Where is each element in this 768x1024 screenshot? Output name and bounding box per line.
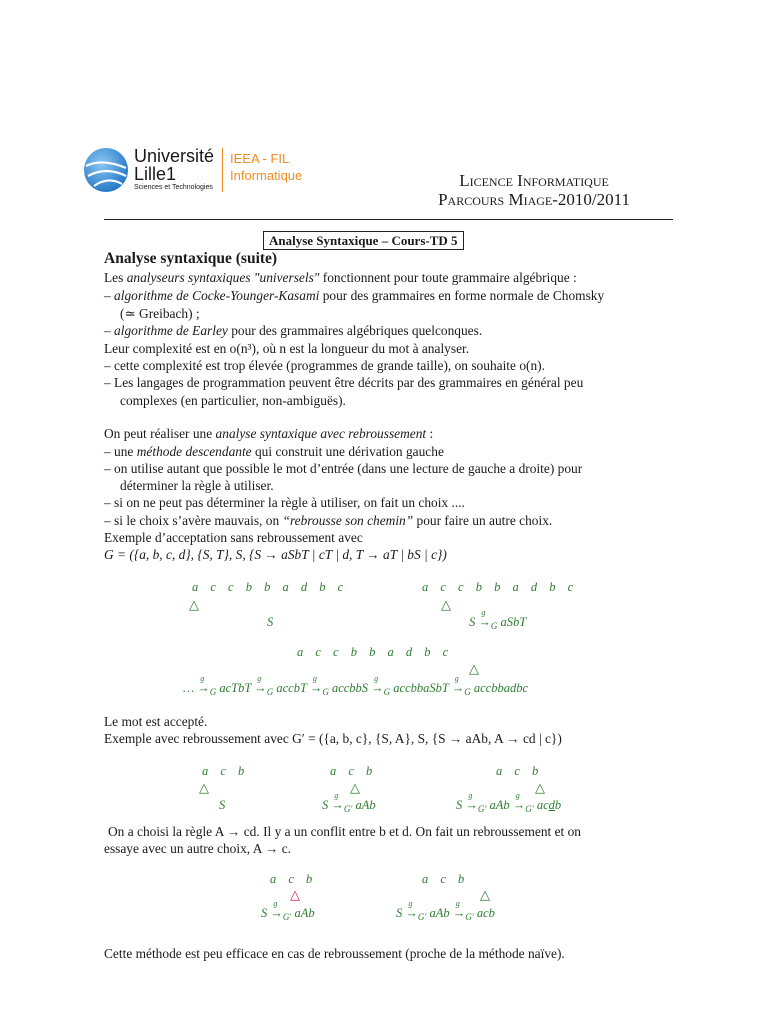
arrow-sub: G′ — [525, 804, 534, 814]
header-line2: Parcours Miage-2010/2011 — [438, 190, 630, 209]
derivation-arrow: → g — [309, 674, 323, 695]
arrow-label: g — [455, 899, 460, 908]
text-italic: méthode descendante — [136, 444, 252, 459]
ex2-word-2: a c b — [330, 764, 373, 778]
sentential-form: aAb — [429, 906, 450, 920]
sentential-form: accbT — [276, 681, 307, 695]
ex1-word-1: a c c b b a d b c — [192, 580, 344, 594]
p1-line5: Leur complexité est en o(n³), où n est la longueur du mot à analyser. — [104, 341, 470, 356]
logo-lille: Lille1 — [134, 164, 177, 184]
sentential-form: aAb — [355, 798, 376, 812]
symbol: S — [261, 906, 268, 920]
derivation-arrow: → g — [465, 791, 478, 812]
text: pour des grammaires algébriques quelconques. — [227, 323, 483, 338]
ex2-pointer-2: △ — [350, 780, 360, 795]
logo-sciences: Sciences et Technologies — [134, 184, 213, 191]
ex3-word-2: a c b — [422, 872, 465, 886]
sentential-form: acb — [476, 906, 495, 920]
ex2-derivation-2 — [322, 791, 376, 814]
logo-ieea: IEEA - FIL — [230, 151, 290, 166]
ex2-intro: Exemple avec rebroussement avec G′ = ({a, b, c}, {S, A}, S, {S → aAb, A → cd | c}) — [104, 731, 562, 746]
p2-line7: Exemple d’acceptation sans rebroussement avec — [104, 530, 363, 545]
ex2-pointer-3: △ — [535, 780, 545, 795]
p1-line3: (≃ Greibach) ; — [120, 306, 200, 321]
derivation-arrow: → g — [331, 791, 344, 812]
text: – — [104, 323, 115, 338]
text: – une — [104, 444, 137, 459]
p2-line5: – si on ne peut pas déterminer la règle à utiliser, on fait un choix .... — [104, 495, 465, 510]
arrow-sub: G′ — [477, 804, 487, 814]
ex2-derivation-3 — [456, 791, 562, 814]
sentential-form: accbbaSbT — [393, 681, 449, 695]
ex3-pointer-2: △ — [480, 887, 490, 902]
derivation-arrow: → g — [451, 674, 465, 695]
text: pour faire un autre choix. — [413, 513, 553, 528]
sentential-form: accbbS — [331, 681, 369, 695]
arrow-label: g — [200, 674, 205, 683]
text: ac — [536, 798, 549, 812]
ex1-derivation-2 — [469, 608, 527, 631]
sentential-form: aSbT — [500, 615, 527, 629]
p2-line1 — [104, 425, 433, 443]
ex2-word-1: a c b — [202, 764, 245, 778]
arrow-label: g — [481, 608, 486, 617]
ex1-word-3: a c c b b a d b c — [297, 645, 449, 659]
arrow-label: g — [374, 674, 379, 683]
symbol: S — [456, 798, 463, 812]
text-italic: algorithme de Earley — [114, 323, 228, 338]
arrow-sub: G — [383, 687, 391, 697]
header-title — [438, 171, 630, 209]
text: On peut réaliser une — [104, 426, 216, 441]
symbol: S — [396, 906, 403, 920]
arrow-sub: G′ — [343, 804, 353, 814]
derivation-arrow: → g — [270, 899, 283, 920]
derivation-arrow: → g — [197, 674, 210, 695]
ex1-pointer-3: △ — [469, 661, 479, 676]
ex2-word-3: a c b — [496, 764, 539, 778]
p2-line6 — [104, 512, 552, 530]
p2-line3: – on utilise autant que possible le mot d’entrée (dans une lecture de gauche a droite) pour — [104, 461, 583, 476]
arrow-label: g — [454, 674, 459, 683]
text-underlined: d — [548, 798, 555, 812]
arrow-sub: G′ — [465, 912, 474, 922]
text: Les — [104, 270, 127, 285]
p2-line4: déterminer la règle à utiliser. — [120, 478, 274, 493]
sentential-form — [537, 798, 561, 812]
ex2-s-1: S — [219, 798, 226, 812]
text-italic: “rebrousse son chemin” — [282, 513, 414, 528]
ex1-pointer-2: △ — [441, 597, 451, 612]
derivation-arrow: → g — [371, 674, 384, 695]
p1-line1 — [104, 269, 577, 287]
ex1-chain — [183, 674, 529, 697]
ex3-derivation-1 — [261, 899, 315, 922]
derivation-arrow: → g — [452, 899, 466, 920]
ex3-derivation-2 — [396, 899, 495, 922]
sentential-form: aAb — [294, 906, 315, 920]
logo-divider — [222, 148, 223, 192]
arrow-label: g — [515, 791, 520, 800]
arrow-sub: G — [464, 687, 471, 697]
sentential-form: aAb — [489, 798, 510, 812]
text: pour des grammaires en forme normale de Chomsky — [319, 288, 605, 303]
text: – si le choix s’avère mauvais, on — [104, 513, 283, 528]
text: qui construit une dérivation gauche — [251, 444, 444, 459]
ex2-pointer-1: △ — [199, 780, 209, 795]
arrow-label: g — [273, 899, 278, 908]
p2-line2 — [104, 443, 444, 461]
p1-line4 — [104, 322, 482, 340]
symbol: S — [469, 615, 476, 629]
text-italic: analyse syntaxique avec rebroussement — [215, 426, 427, 441]
sentential-form: acTbT — [219, 681, 252, 695]
ex1-pointer-1: △ — [189, 597, 199, 612]
arrow-label: g — [312, 674, 317, 683]
derivation-arrow: → g — [478, 608, 491, 629]
ex3-word-1: a c b — [270, 872, 313, 886]
arrow-sub: G — [209, 687, 217, 697]
arrow-sub: G′ — [417, 912, 427, 922]
ex1-word-2: a c c b b a d b c — [422, 580, 574, 594]
p3-line2: essaye avec un autre choix, A → c. — [104, 841, 292, 856]
logo-globe-icon — [82, 146, 130, 194]
arrow-label: g — [257, 674, 262, 683]
section-title: Analyse syntaxique (suite) — [104, 250, 278, 267]
header-rule — [104, 219, 673, 220]
logo-universite: Université — [134, 146, 215, 166]
arrow-label: g — [408, 899, 413, 908]
p1-line6: – cette complexité est trop élevée (programmes de grande taille), on souhaite o(n). — [104, 358, 545, 373]
sentential-form: accbbadbc — [473, 681, 529, 695]
conclusion-text: Cette méthode est peu efficace en cas de rebroussement (proche de la méthode naïve). — [104, 946, 565, 961]
arrow-sub: G — [490, 621, 498, 631]
course-box: Analyse Syntaxique – Cours-TD 5 — [263, 231, 464, 250]
derivation-arrow: → g — [254, 674, 267, 695]
p1-line7: – Les langages de programmation peuvent être décrits par des grammaires en général peu — [104, 375, 584, 390]
text: – — [104, 288, 115, 303]
university-logo — [82, 146, 322, 198]
ellipsis: … — [183, 681, 195, 695]
text: : — [426, 426, 434, 441]
derivation-arrow: → g — [512, 791, 526, 812]
text: fonctionnent pour toute grammaire algébrique : — [319, 270, 577, 285]
arrow-label: g — [468, 791, 473, 800]
text-italic: analyseurs syntaxiques "universels" — [126, 270, 320, 285]
arrow-sub: G′ — [282, 912, 292, 922]
p2-grammar-g: G = ({a, b, c, d}, {S, T}, S, {S → aSbT | cT | d, T → aT | bS | c}) — [104, 547, 447, 562]
header-line1: Licence Informatique — [459, 171, 609, 190]
text: b — [554, 798, 562, 812]
arrow-sub: G — [322, 687, 329, 697]
text-italic: algorithme de Cocke-Younger-Kasami — [114, 288, 320, 303]
symbol: S — [322, 798, 329, 812]
ex3-pointer-1: △ — [290, 887, 300, 902]
logo-informatique: Informatique — [230, 168, 303, 183]
p1-line8: complexes (en particulier, non-ambiguës). — [120, 393, 346, 408]
arrow-sub: G — [266, 687, 274, 697]
p3-line1: On a choisi la règle A → cd. Il y a un conflit entre b et d. On fait un rebroussement et on — [108, 824, 582, 839]
ex1-s-1: S — [267, 615, 274, 629]
derivation-arrow: → g — [405, 899, 418, 920]
accepted-text: Le mot est accepté. — [104, 714, 208, 729]
arrow-label: g — [334, 791, 339, 800]
p1-line2 — [104, 287, 604, 305]
